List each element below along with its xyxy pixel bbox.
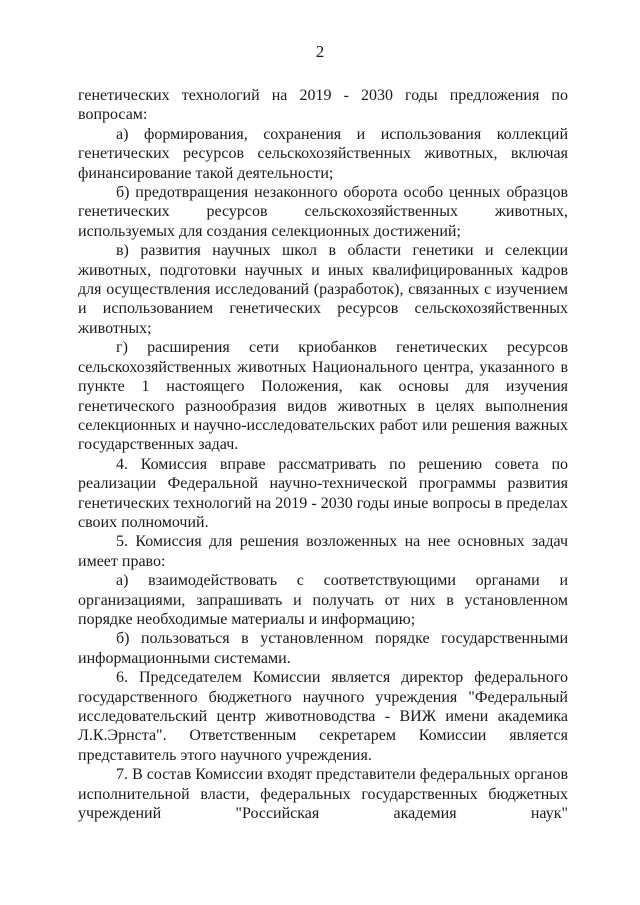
paragraph-clause-6: 6. Председателем Комиссии является директор федерального государственного бюджетного научного учреждения "Федеральный исследовательский центр животноводства - ВИЖ имени академика Л.К.Эрнста". Ответственным секретарем Комиссии является представитель этого научного учреждения. — [78, 669, 568, 764]
paragraph-item-g-cryobanks: г) расширения сети криобанков генетических ресурсов сельскохозяйственных животных Национального центра, указанного в пункте 1 настоящего Положения, как основы для изучения генетического разнообразия видов животных в целях выполнения селекционных и научно-исследовательских работ или решения важных государственных задач. — [78, 339, 568, 454]
paragraph-item-a-collections: а) формирования, сохранения и использования коллекций генетических ресурсов сельскохозяйственных животных, включая финансирование такой деятельности; — [78, 125, 568, 182]
paragraph-intro: генетических технологий на 2019 - 2030 годы предложения по вопросам: — [78, 87, 568, 124]
page-number: 2 — [315, 42, 325, 61]
paragraph-clause-7: 7. В состав Комиссии входят представители федеральных органов исполнительной власти, федеральных государственных бюджетных учреждений "Российская академия наук" — [78, 766, 568, 823]
paragraph-clause-5: 5. Комиссия для решения возложенных на нее основных задач имеет право: — [78, 533, 568, 570]
paragraph-clause-5-item-a: а) взаимодействовать с соответствующими органами и организациями, запрашивать и получать от них в установленном порядке необходимые материалы и информацию; — [78, 572, 568, 628]
document-body — [78, 86, 568, 823]
paragraph-item-v-scientific-schools: в) развития научных школ в области генетики и селекции животных, подготовки научных и иных квалифицированных кадров для осуществления исследований (разработок), связанных с изучением и использованием генетических ресурсов сельскохозяйственных животных; — [78, 242, 568, 337]
paragraph-clause-4: 4. Комиссия вправе рассматривать по решению совета по реализации Федеральной научно-технической программы развития генетических технологий на 2019 - 2030 годы иные вопросы в пределах своих полномочий. — [78, 455, 568, 531]
paragraph-item-b-illegal-trade: б) предотвращения незаконного оборота особо ценных образцов генетических ресурсов сельскохозяйственных животных, используемых для создания селекционных достижений; — [78, 184, 568, 240]
paragraph-clause-5-item-b: б) пользоваться в установленном порядке государственными информационными системами. — [78, 630, 568, 667]
